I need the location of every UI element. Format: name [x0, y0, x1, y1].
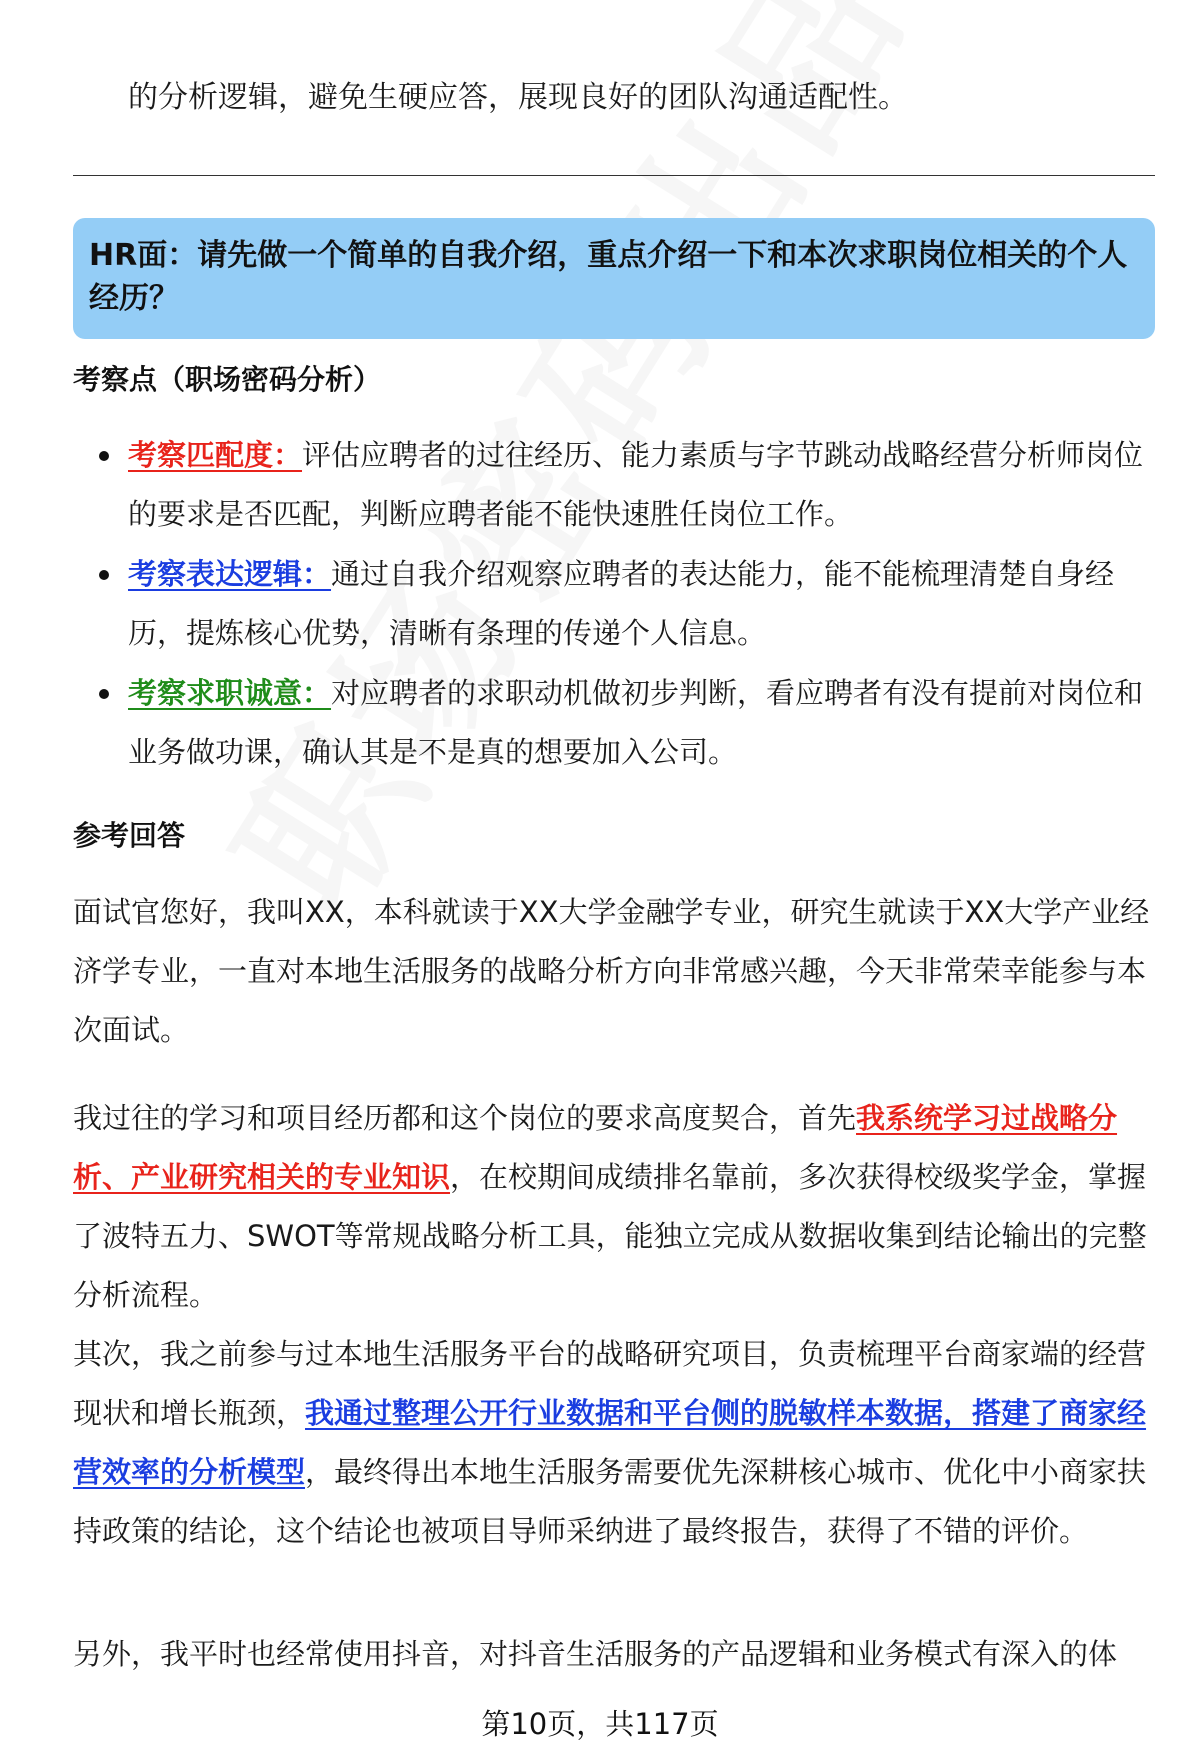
check-point-text: 评估应聘者的过往经历、能力素质与字节跳动战略经营分析师岗位的要求是否匹配，判断应聘者能不能快速胜任岗位工作。 — [128, 438, 1144, 531]
paragraph-text: 我过往的学习和项目经历都和这个岗位的要求高度契合，首先 — [73, 1101, 857, 1135]
page-number: 第10页，共117页 — [481, 1707, 719, 1741]
check-point-keyword: 考察匹配度： — [128, 438, 303, 472]
check-point-keyword: 考察求职诚意： — [128, 676, 332, 710]
question-text: HR面：请先做一个简单的自我介绍，重点介绍一下和本次求职岗位相关的个人经历？ — [89, 238, 1128, 316]
highlight-text: 我系统学习过战略分析、产业研究相关的专业知识 — [73, 1101, 1118, 1194]
check-points-heading: 考察点（职场密码分析） — [73, 363, 382, 396]
check-points-list — [73, 426, 1155, 783]
answer-paragraph-1: 面试官您好，我叫XX，本科就读于XX大学金融学专业，研究生就读于XX大学产业经济学专业，一直对本地生活服务的战略分析方向非常感兴趣，今天非常荣幸能参与本次面试。 — [73, 895, 1150, 1047]
bullet-dot-icon — [99, 570, 109, 580]
list-item — [73, 545, 1155, 663]
previous-paragraph-tail: 的分析逻辑，避免生硬应答，展现良好的团队沟通适配性。 — [128, 80, 908, 115]
section-divider — [73, 175, 1155, 176]
check-point-keyword: 考察表达逻辑： — [128, 557, 332, 591]
answer-paragraph-2 — [73, 1089, 1155, 1325]
paragraph-text: ，在校期间成绩排名靠前，多次获得校级奖学金，掌握了波特五力、SWOT等常规战略分析工具，能独立完成从数据收集到结论输出的完整分析流程。 — [73, 1160, 1147, 1312]
highlight-text: 我通过整理公开行业数据和平台侧的脱敏样本数据，搭建了商家经营效率的分析模型 — [73, 1396, 1147, 1489]
paragraph-text: ，最终得出本地生活服务需要优先深耕核心城市、优化中小商家扶持政策的结论，这个结论也被项目导师采纳进了最终报告，获得了不错的评价。 — [73, 1455, 1147, 1548]
list-item — [73, 664, 1155, 782]
answer-heading: 参考回答 — [73, 819, 186, 852]
answer-paragraph-3 — [73, 1325, 1155, 1561]
bullet-dot-icon — [99, 451, 109, 461]
bullet-dot-icon — [99, 689, 109, 699]
list-item — [73, 426, 1155, 544]
question-box — [73, 218, 1155, 339]
answer-paragraph-4: 另外，我平时也经常使用抖音，对抖音生活服务的产品逻辑和业务模式有深入的体 — [73, 1637, 1118, 1671]
check-point-text: 通过自我介绍观察应聘者的表达能力，能不能梳理清楚自身经历，提炼核心优势，清晰有条理的传递个人信息。 — [128, 557, 1115, 650]
paragraph-text: 其次，我之前参与过本地生活服务平台的战略研究项目，负责梳理平台商家端的经营现状和增长瓶颈， — [73, 1337, 1147, 1430]
check-point-text: 对应聘者的求职动机做初步判断，看应聘者有没有提前对岗位和业务做功课，确认其是不是真的想要加入公司。 — [128, 676, 1144, 769]
